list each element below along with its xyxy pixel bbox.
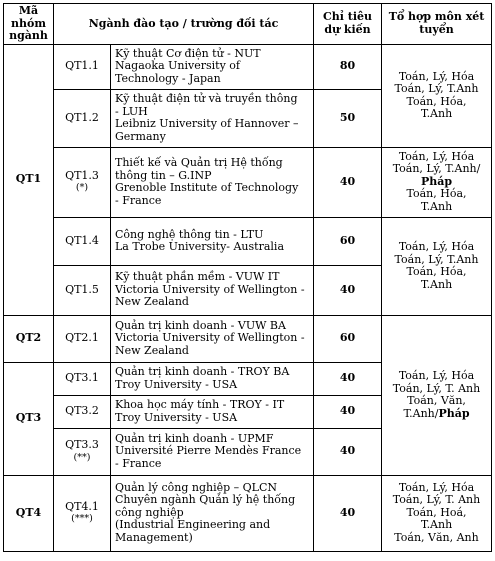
- code-cell: QT1.3 (*): [54, 147, 111, 217]
- table-row: [4, 315, 492, 362]
- code-cell: QT1.2: [54, 89, 111, 147]
- program-cell: Quản trị kinh doanh - TROY BA Troy University - USA: [111, 362, 314, 395]
- header-quota: Chỉ tiêu dự kiến: [314, 4, 382, 45]
- quota-cell: 60: [314, 217, 382, 265]
- program-cell: Kỹ thuật điện tử và truyền thông - LUH Leibniz University of Hannover – Germany: [111, 89, 314, 147]
- group-cell: QT1: [4, 44, 54, 315]
- header-group: Mã nhóm ngành: [4, 4, 54, 45]
- code-cell: QT3.1: [54, 362, 111, 395]
- combo-cell: Toán, Lý, Hóa Toán, Lý, T.Anh/ Pháp Toán, Hóa, T.Anh: [382, 147, 492, 217]
- quota-cell: 40: [314, 395, 382, 428]
- code-cell: QT3.2: [54, 395, 111, 428]
- quota-cell: 40: [314, 265, 382, 315]
- quota-cell: 50: [314, 89, 382, 147]
- combo-cell: Toán, Lý, Hóa Toán, Lý, T.Anh Toán, Hóa, T.Anh: [382, 217, 492, 315]
- program-cell: Quản trị kinh doanh - UPMF Université Pierre Mendès France - France: [111, 428, 314, 475]
- group-cell: QT4: [4, 475, 54, 551]
- code-cell: QT3.3 (**): [54, 428, 111, 475]
- admission-table-container: [3, 3, 492, 552]
- program-cell: Khoa học máy tính - TROY - IT Troy University - USA: [111, 395, 314, 428]
- table-row: [4, 217, 492, 265]
- program-cell: Công nghệ thông tin - LTU La Trobe University- Australia: [111, 217, 314, 265]
- quota-cell: 40: [314, 428, 382, 475]
- table-row: [4, 44, 492, 89]
- quota-cell: 40: [314, 475, 382, 551]
- code-cell: QT1.4: [54, 217, 111, 265]
- header-program: Ngành đào tạo / trường đối tác: [54, 4, 314, 45]
- quota-cell: 40: [314, 362, 382, 395]
- code-cell: QT1.1: [54, 44, 111, 89]
- program-cell: Kỹ thuật phần mềm - VUW IT Victoria University of Wellington - New Zealand: [111, 265, 314, 315]
- header-row: [4, 4, 492, 45]
- quota-cell: 40: [314, 147, 382, 217]
- table-row: [4, 147, 492, 217]
- group-cell: QT3: [4, 362, 54, 475]
- code-cell: QT4.1 (***): [54, 475, 111, 551]
- program-cell: Kỹ thuật Cơ điện tử - NUT Nagaoka University of Technology - Japan: [111, 44, 314, 89]
- group-cell: QT2: [4, 315, 54, 362]
- program-cell: Quản lý công nghiệp – QLCN Chuyên ngành Quản lý hệ thống công nghiệp (Industrial Engineering and Management): [111, 475, 314, 551]
- code-cell: QT2.1: [54, 315, 111, 362]
- program-cell: Quản trị kinh doanh - VUW BA Victoria University of Wellington - New Zealand: [111, 315, 314, 362]
- admission-table: [3, 3, 492, 552]
- combo-cell: Toán, Lý, Hóa Toán, Lý, T. Anh Toán, Hoá, T.Anh Toán, Văn, Anh: [382, 475, 492, 551]
- quota-cell: 80: [314, 44, 382, 89]
- program-cell: Thiết kế và Quản trị Hệ thống thông tin – G.INP Grenoble Institute of Technology - France: [111, 147, 314, 217]
- quota-cell: 60: [314, 315, 382, 362]
- combo-cell: Toán, Lý, Hóa Toán, Lý, T.Anh Toán, Hóa, T.Anh: [382, 44, 492, 147]
- header-combo: Tổ hợp môn xét tuyển: [382, 4, 492, 45]
- combo-cell: Toán, Lý, Hóa Toán, Lý, T. Anh Toán, Văn, T.Anh/Pháp: [382, 315, 492, 475]
- table-row: [4, 475, 492, 551]
- code-cell: QT1.5: [54, 265, 111, 315]
